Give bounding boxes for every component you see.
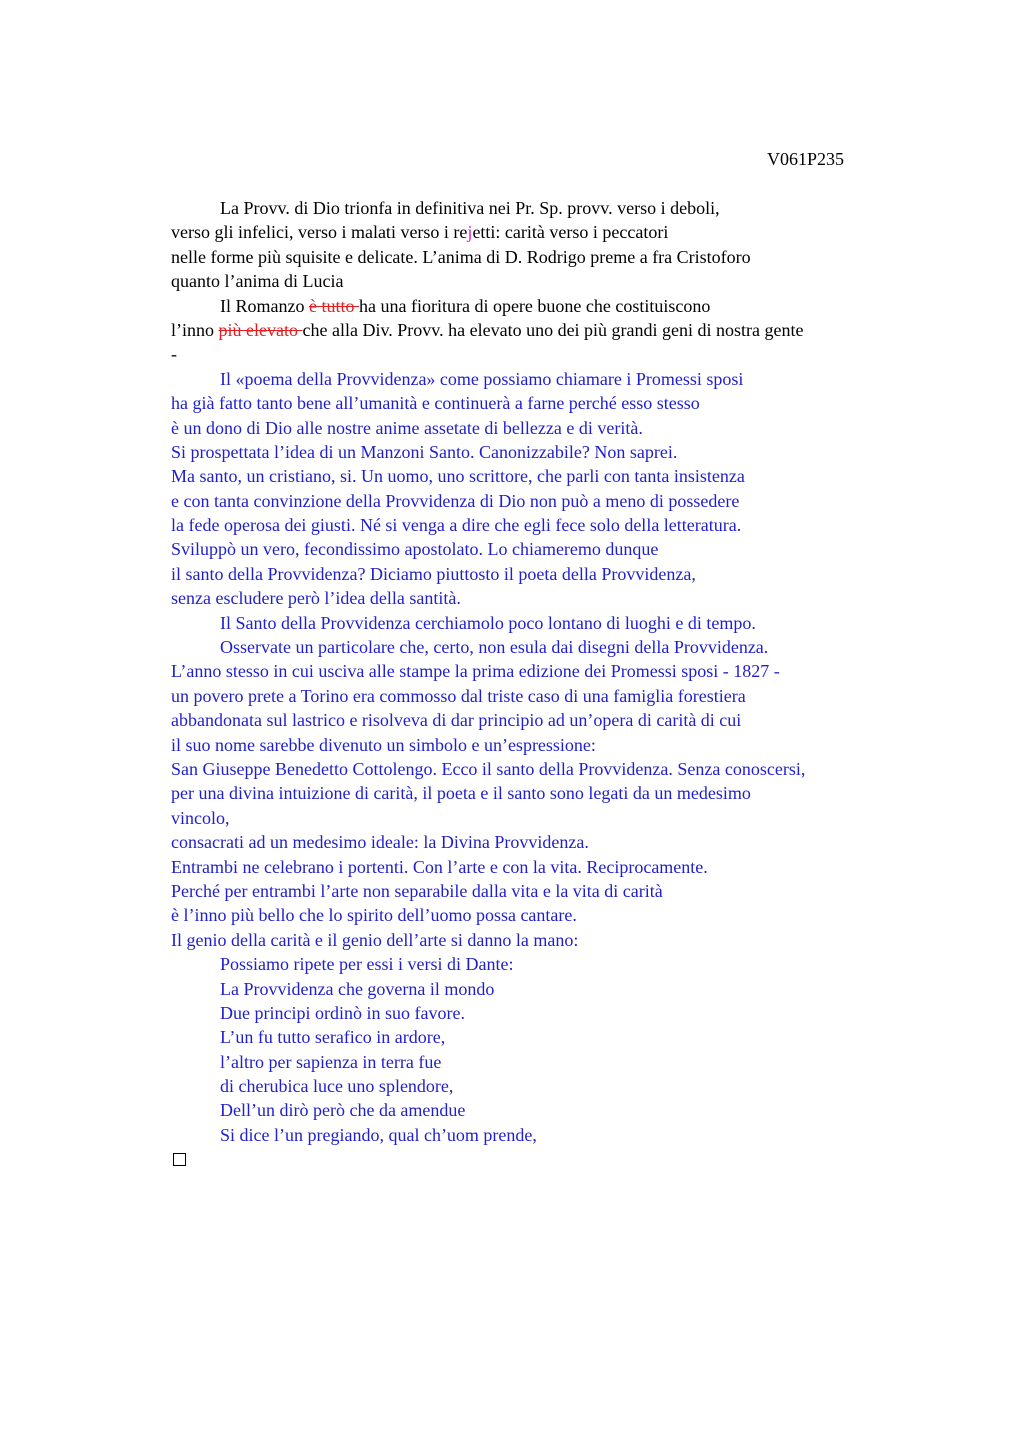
text-line: - xyxy=(171,344,177,365)
text-line: vincolo, xyxy=(171,807,230,828)
verse-line: di cherubica luce uno splendore, xyxy=(220,1076,454,1097)
text-line: per una divina intuizione di carità, il poeta e il santo sono legati da un medesimo xyxy=(171,783,751,804)
text-line: Il Santo della Provvidenza cerchiamolo poco lontano di luoghi e di tempo. xyxy=(220,612,756,633)
text-segment: verso gli infelici, verso i malati verso i re xyxy=(171,222,468,243)
end-marker xyxy=(171,1147,931,1171)
text-line: Si prospettata l’idea di un Manzoni Santo. Canonizzabile? Non saprei. xyxy=(171,441,678,462)
text-line xyxy=(171,294,931,318)
text-line: un povero prete a Torino era commosso dal triste caso di una famiglia forestiera xyxy=(171,685,746,706)
verse-line: La Provvidenza che governa il mondo xyxy=(220,978,495,999)
text-line: San Giuseppe Benedetto Cottolengo. Ecco il santo della Provvidenza. Senza conoscersi, xyxy=(171,758,806,779)
text-line: Osservate un particolare che, certo, non esula dai disegni della Provvidenza. xyxy=(220,637,769,658)
verse-line: Dell’un dirò però che da amendue xyxy=(220,1100,466,1121)
verse-line: L’un fu tutto serafico in ardore, xyxy=(220,1027,446,1048)
verse-line: Si dice l’un pregiando, qual ch’uom prende, xyxy=(220,1124,537,1145)
text-line: e con tanta convinzione della Provvidenza di Dio non può a meno di possedere xyxy=(171,490,740,511)
text-line: Entrambi ne celebrano i portenti. Con l’arte e con la vita. Reciprocamente. xyxy=(171,856,708,877)
text-line: il suo nome sarebbe divenuto un simbolo e un’espressione: xyxy=(171,734,596,755)
text-line: Il «poema della Provvidenza» come possiamo chiamare i Promessi sposi xyxy=(220,368,744,389)
text-line: Ma santo, un cristiano, si. Un uomo, uno scrittore, che parli con tanta insistenza xyxy=(171,466,745,487)
inserted-letter: j xyxy=(467,222,473,243)
text-line: senza escludere però l’idea della santità. xyxy=(171,588,461,609)
text-line: Possiamo ripete per essi i versi di Dante: xyxy=(220,954,514,975)
text-line: la fede operosa dei giusti. Né si venga a dire che egli fece solo della letteratura. xyxy=(171,515,742,536)
verse-line: Due principi ordinò in suo favore. xyxy=(220,1002,465,1023)
text-line: è l’inno più bello che lo spirito dell’uomo possa cantare. xyxy=(171,905,577,926)
page-id: V061P235 xyxy=(766,149,844,169)
text-line: Sviluppò un vero, fecondissimo apostolato. Lo chiameremo dunque xyxy=(171,539,659,560)
deleted-text: più elevato xyxy=(218,319,303,340)
text-segment: l’inno xyxy=(171,319,219,340)
text-line: L’anno stesso in cui usciva alle stampe la prima edizione dei Promessi sposi - 1827 - xyxy=(171,661,780,682)
text-segment: Il Romanzo xyxy=(220,295,309,316)
verse-line: l’altro per sapienza in terra fue xyxy=(220,1051,442,1072)
document-body xyxy=(171,196,931,1172)
text-line: consacrati ad un medesimo ideale: la Divina Provvidenza. xyxy=(171,832,589,853)
text-line: abbandonata sul lastrico e risolveva di dar principio ad un’opera di carità di cui xyxy=(171,710,742,731)
text-line: Il genio della carità e il genio dell’arte si danno la mano: xyxy=(171,929,579,950)
text-line: è un dono di Dio alle nostre anime assetate di bellezza e di verità. xyxy=(171,417,643,438)
text-line: ha già fatto tanto bene all’umanità e continuerà a farne perché esso stesso xyxy=(171,393,700,414)
text-segment: ha una fioritura di opere buone che costituiscono xyxy=(358,295,711,316)
text-segment: che alla Div. Provv. ha elevato uno dei più grandi geni di nostra gente xyxy=(302,319,804,340)
checkbox-icon xyxy=(173,1153,186,1166)
text-line xyxy=(171,220,931,244)
text-line: Perché per entrambi l’arte non separabile dalla vita e la vita di carità xyxy=(171,880,663,901)
deleted-text: è tutto xyxy=(308,295,359,316)
text-line xyxy=(171,318,931,342)
text-line: quanto l’anima di Lucia xyxy=(171,271,344,292)
text-segment: etti: carità verso i peccatori xyxy=(472,222,669,243)
text-line: nelle forme più squisite e delicate. L’anima di D. Rodrigo preme a fra Cristoforo xyxy=(171,246,751,267)
text-line: La Provv. di Dio trionfa in definitiva nei Pr. Sp. provv. verso i deboli, xyxy=(220,198,720,218)
text-line: il santo della Provvidenza? Diciamo piuttosto il poeta della Provvidenza, xyxy=(171,563,696,584)
